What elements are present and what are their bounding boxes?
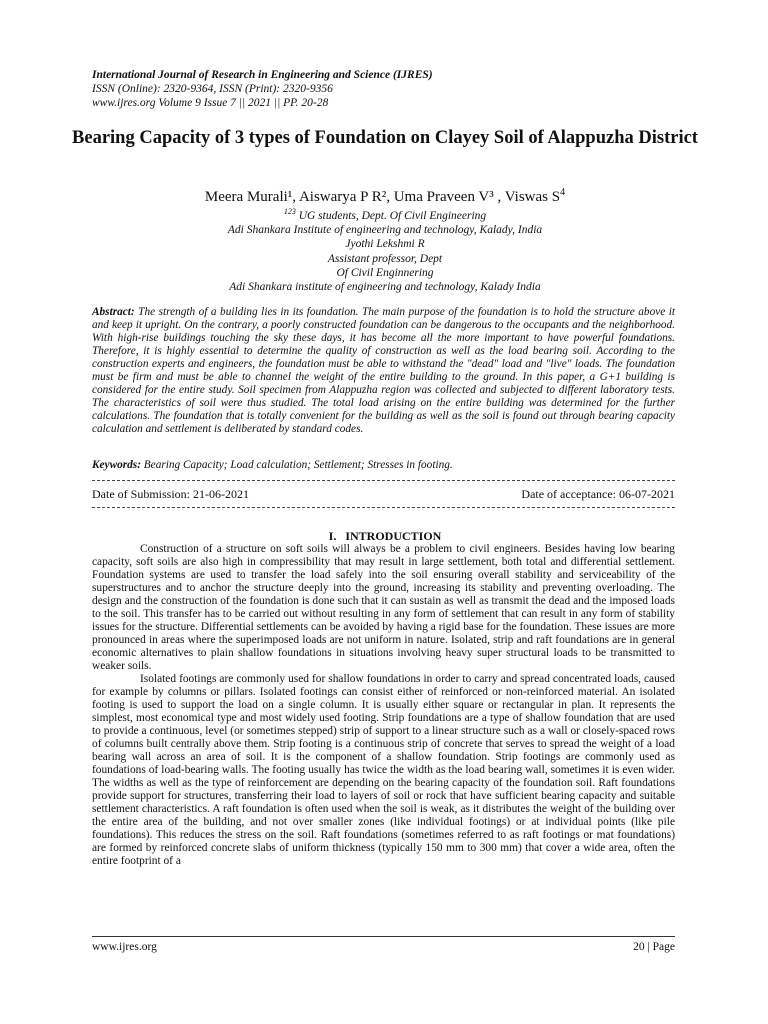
- author-last-superscript: 4: [560, 187, 566, 198]
- affil-superscript: 123: [283, 207, 296, 216]
- keywords: [92, 459, 675, 472]
- affil-line-2: Adi Shankara Institute of engineering and technology, Kalady, India: [227, 224, 543, 237]
- abstract-label: Abstract:: [92, 306, 135, 318]
- journal-volume: www.ijres.org Volume 9 Issue 7 || 2021 || PP. 20-28: [92, 97, 329, 109]
- affiliations: [70, 205, 700, 295]
- affil-line-6: Adi Shankara institute of engineering and technology, Kalady India: [229, 281, 541, 294]
- keywords-text: Bearing Capacity; Load calculation; Settlement; Stresses in footing.: [140, 459, 453, 471]
- divider-bottom: [92, 507, 675, 508]
- body-text: [92, 543, 675, 868]
- author-names: Meera Murali¹, Aiswarya P R², Uma Praveen V³ , Viswas S: [204, 189, 561, 205]
- journal-header: [92, 68, 692, 110]
- abstract: [92, 306, 675, 436]
- keywords-label: Keywords:: [92, 459, 141, 471]
- author-list: [70, 184, 700, 206]
- affil-line-3: Jyothi Lekshmi R: [345, 238, 425, 251]
- submission-date: Date of Submission: 21-06-2021: [92, 487, 249, 501]
- abstract-text: The strength of a building lies in its foundation. The main purpose of the foundation is to hold the structure above it and keep it upright. On the contrary, a poorly constructed foundation can be dangerous to the occupants and the neighborhood. With high-rise buildings touching the sky these days, it has become all the more important to have powerful foundations. Therefore, it is highly essential to determine the quality of construction as well as the load bearing soil. According to the construction experts and engineers, the foundation must be able to withstand the "dead" load and "live" loads. The foundation must be firm and must be able to channel the weight of the entire building to the ground. In this paper, a G+1 building is considered for the entire study. Soil specimen from Alappuzha region was collected and subjected to different laboratory tests. The characteristics of soil were thus studied. The total load arising on the entire building was determined for the further calculations. The foundation that is totally convenient for the building as well as the soil is found out through bearing capacity calculation and settlement is deliberated by standard codes.: [92, 306, 675, 435]
- journal-issn: ISSN (Online): 2320-9364, ISSN (Print): 2320-9356: [92, 83, 333, 95]
- affil-line-5: Of Civil Enginnering: [336, 267, 434, 280]
- section-heading: I. INTRODUCTION: [328, 529, 442, 543]
- footer-page-number: 20 | Page: [633, 941, 675, 953]
- paragraph-2: Isolated footings are commonly used for shallow foundations in order to carry and spread concentrated loads, caused for example by columns or pillars. Isolated footings can consist either of reinforced or non-reinforced material. An isolated footing is used to support the load on a single column. It is usually either square or rectangular in plan. It represents the simplest, most economical type and most widely used footing. Strip foundations are a type of shallow foundation that are used to provide a continuous, level (or sometimes stepped) strip of support to a linear structure such as a wall or closely-spaced rows of columns built centrally above them. Strip footing is a continuous strip of concrete that serves to spread the weight of a load bearing wall across an area of soil. It is the component of a shallow foundation. Strip footings are commonly used as foundations of load-bearing walls. The footing usually has twice the width as the load bearing wall, sometimes it is even wider. The widths as well as the type of reinforcement are depending on the bearing capacity of the foundation soil. Raft foundations provide support for structures, transferring their load to layers of soil or rock that have sufficient bearing capacity and suitable settlement characteristics. A raft foundation is often used when the soil is weak, as it distributes the weight of the building over the entire area of the building, and not over smaller zones (like individual footings) or at individual points (like pile foundations). This reduces the stress on the soil. Raft foundations (sometimes referred to as raft footings or mat foundations) are formed by reinforced concrete slabs of uniform thickness (typically 150 mm to 300 mm) that cover a wide area, often the entire footprint of a: [92, 672, 675, 867]
- paragraph-1: Construction of a structure on soft soils will always be a problem to civil engineers. Besides having low bearing capacity, soft soils are also high in compressibility that may result in large settlement, both total and differential settlement. Foundation systems are used to transfer the load safely into the soil ensuring overall stability and serviceability of the superstructures and to anchor the structure deeply into the ground, increasing its stability and preventing overloading. The design and the construction of the foundation is done such that it can sustain as well as transmit the dead and the imposed loads to the soil. This transfer has to be carried out without resulting in any form of settlement that can result in any form of stability issues for the structure. Differential settlements can be avoided by having a rigid base for the foundation. These issues are more pronounced in areas where the superimposed loads are not uniform in nature. Isolated, strip and raft foundations are in general economic alternatives to plain shallow foundations in situations involving heavy super structural loads to be transmitted to weaker soils.: [92, 543, 675, 672]
- divider-top: [92, 480, 675, 481]
- affil-line-1: UG students, Dept. Of Civil Engineering: [295, 209, 487, 222]
- footer-site: www.ijres.org: [92, 941, 157, 953]
- footer-rule: [92, 936, 675, 937]
- acceptance-date: Date of acceptance: 06-07-2021: [521, 487, 675, 501]
- paper-title: Bearing Capacity of 3 types of Foundation on Clayey Soil of Alappuzha District: [72, 128, 698, 148]
- journal-name: International Journal of Research in Engineering and Science (IJRES): [92, 69, 433, 81]
- affil-line-4: Assistant professor, Dept: [327, 252, 443, 265]
